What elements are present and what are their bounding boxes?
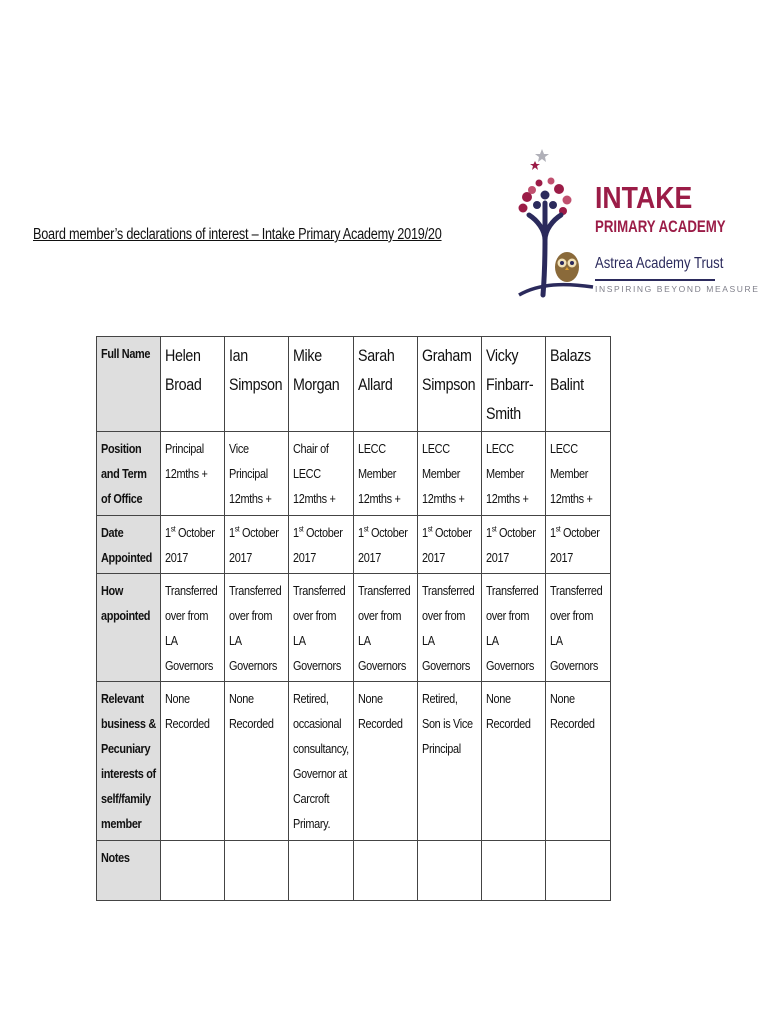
member-position: LECC Member 12mths + [546,432,611,516]
member-position: LECC Member 12mths + [482,432,546,516]
member-position: LECC Member 12mths + [354,432,418,516]
row-header-position: Position and Term of Office [97,432,161,516]
member-how-appointed: Transferred over from LA Governors [482,574,546,682]
logo-tagline: INSPIRING BEYOND MEASURE [595,284,760,294]
member-notes [418,841,482,901]
member-date-appointed: 1st October 2017 [354,516,418,574]
table-row [97,682,611,841]
declarations-table [96,336,611,901]
table-row [97,337,611,432]
member-how-appointed: Transferred over from LA Governors [418,574,482,682]
table-row [97,516,611,574]
member-interests: None Recorded [546,682,611,841]
document-title: Board member’s declarations of interest – Intake Primary Academy 2019/20 [33,226,442,243]
logo-divider [595,279,715,281]
row-header-interests: Relevant business & Pecuniary interests of self/family member [97,682,161,841]
member-date-appointed: 1st October 2017 [418,516,482,574]
member-interests: Retired, Son is Vice Principal [418,682,482,841]
member-date-appointed: 1st October 2017 [225,516,289,574]
member-name: Helen Broad [161,337,225,432]
member-position: Principal 12mths + [161,432,225,516]
member-name: Mike Morgan [289,337,354,432]
member-position: LECC Member 12mths + [418,432,482,516]
member-notes [546,841,611,901]
table-row [97,841,611,901]
logo-brand-name: INTAKE [595,180,693,215]
member-notes [289,841,354,901]
member-notes [482,841,546,901]
member-name: Ian Simpson [225,337,289,432]
member-name: Balazs Balint [546,337,611,432]
member-how-appointed: Transferred over from LA Governors [161,574,225,682]
member-date-appointed: 1st October 2017 [546,516,611,574]
logo-brand-subtitle: PRIMARY ACADEMY [595,217,726,236]
logo-trust-name: Astrea Academy Trust [595,255,724,272]
member-interests: None Recorded [354,682,418,841]
school-logo [515,145,760,300]
member-interests: None Recorded [225,682,289,841]
member-notes [161,841,225,901]
row-header-how-appointed: How appointed [97,574,161,682]
row-header-date: Date Appointed [97,516,161,574]
member-date-appointed: 1st October 2017 [289,516,354,574]
member-how-appointed: Transferred over from LA Governors [289,574,354,682]
member-notes [225,841,289,901]
tree-logo-icon [515,145,595,300]
member-how-appointed: Transferred over from LA Governors [354,574,418,682]
member-notes [354,841,418,901]
member-name: Vicky Finbarr-Smith [482,337,546,432]
table-row [97,432,611,516]
member-date-appointed: 1st October 2017 [161,516,225,574]
member-how-appointed: Transferred over from LA Governors [546,574,611,682]
row-header-full-name: Full Name [97,337,161,432]
member-how-appointed: Transferred over from LA Governors [225,574,289,682]
member-interests: None Recorded [482,682,546,841]
member-interests: None Recorded [161,682,225,841]
member-date-appointed: 1st October 2017 [482,516,546,574]
member-interests: Retired, occasional consultancy, Governor at Carcroft Primary. [289,682,354,841]
table-row [97,574,611,682]
member-name: Sarah Allard [354,337,418,432]
member-position: Vice Principal 12mths + [225,432,289,516]
member-name: Graham Simpson [418,337,482,432]
member-position: Chair of LECC 12mths + [289,432,354,516]
row-header-notes: Notes [97,841,161,901]
